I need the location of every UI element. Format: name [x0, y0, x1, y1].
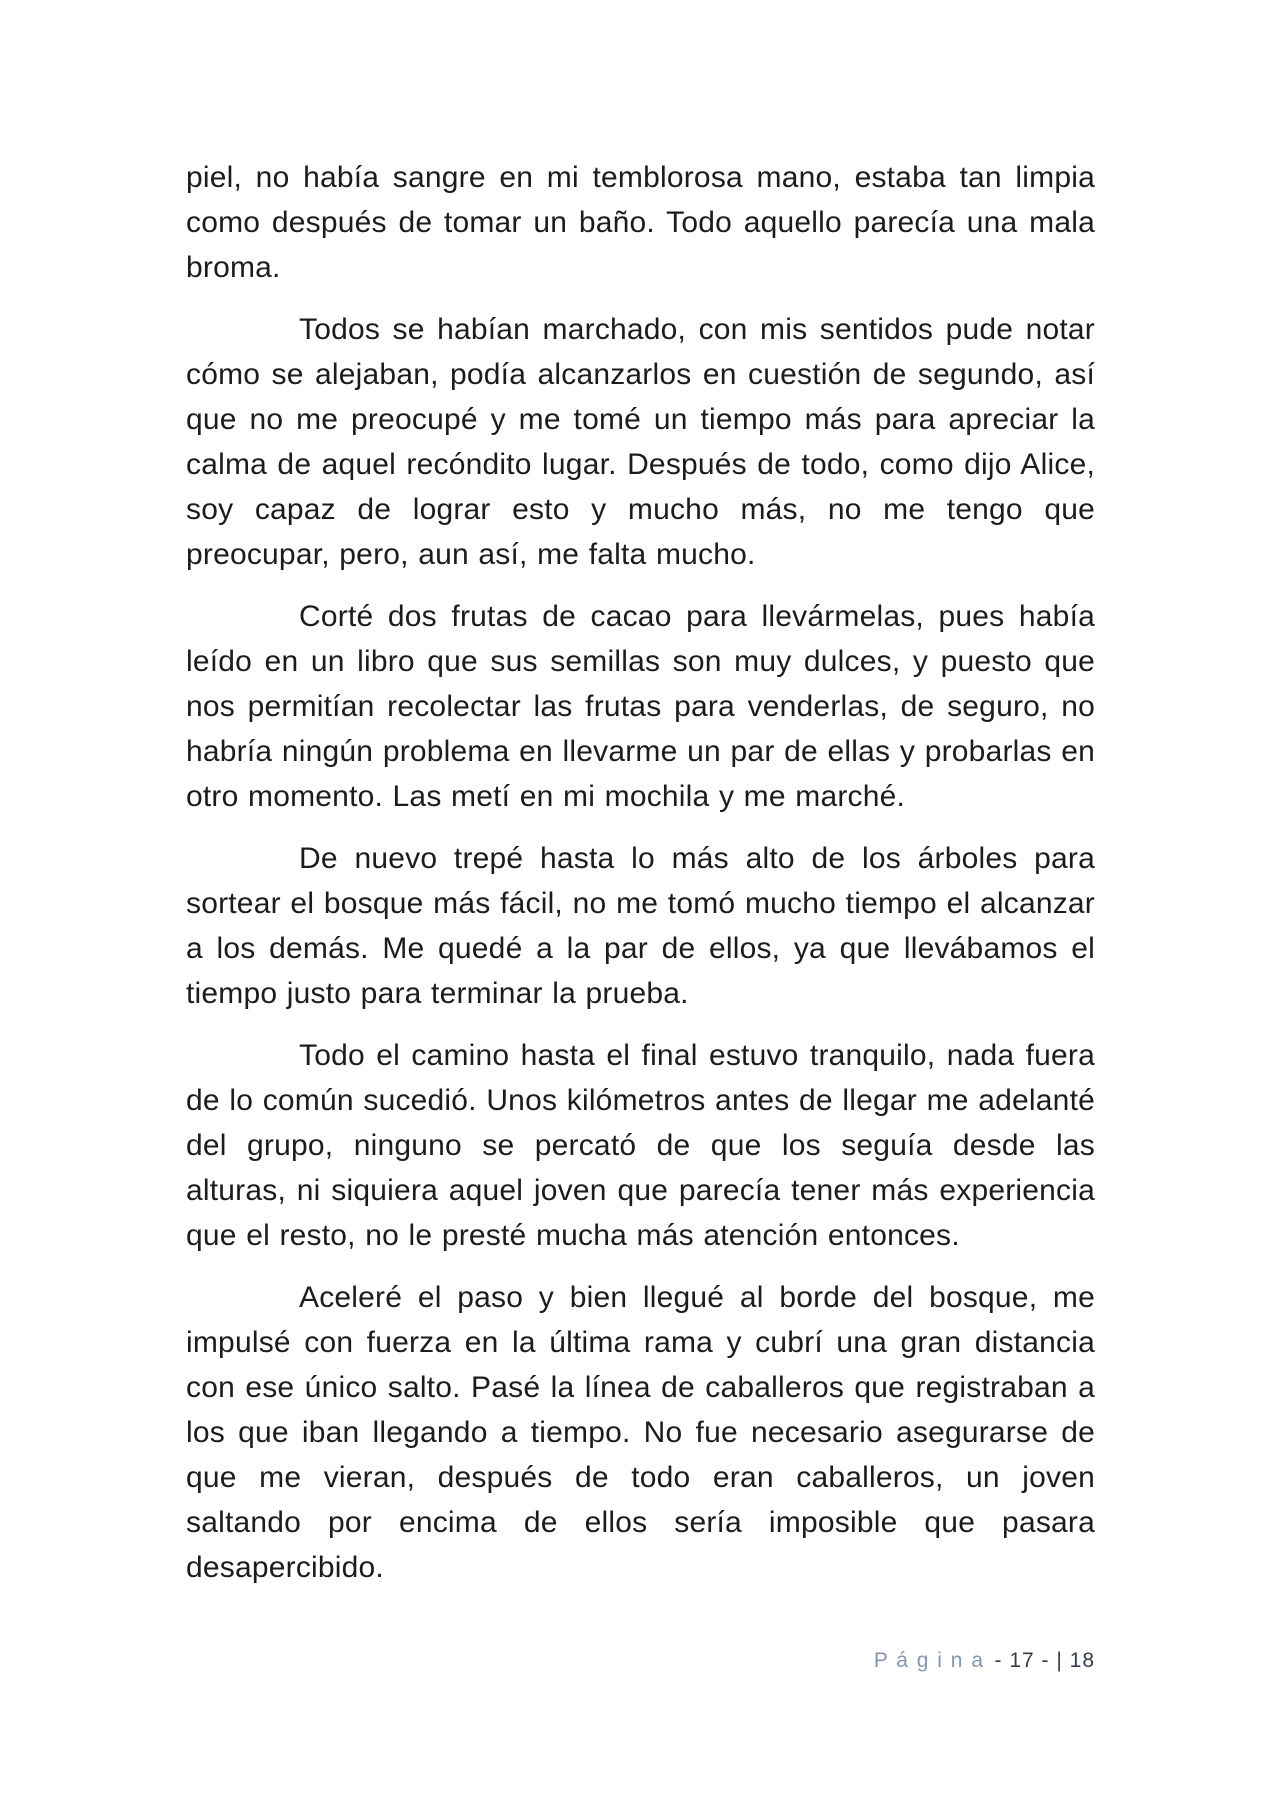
page-footer: [874, 1646, 1095, 1676]
paragraph-4: De nuevo trepé hasta lo más alto de los árboles para sortear el bosque más fácil, no me tomó mucho tiempo el alcanzar a los demás. Me quedé a la par de ellos, ya que llevábamos el tiempo justo para terminar la prueba.: [186, 842, 1095, 1010]
paragraph-6: Aceleré el paso y bien llegué al borde del bosque, me impulsé con fuerza en la última rama y cubrí una gran distancia con ese único salto. Pasé la línea de caballeros que registraban a los que iban llegando a tiempo. No fue necesario asegurarse de que me vieran, después de todo eran caballeros, un joven saltando por encima de ellos sería imposible que pasara desapercibido.: [186, 1281, 1095, 1584]
paragraph-5: Todo el camino hasta el final estuvo tranquilo, nada fuera de lo común sucedió. Unos kilómetros antes de llegar me adelanté del grupo, ninguno se percató de que los seguía desde las alturas, ni siquiera aquel joven que parecía tener más experiencia que el resto, no le presté mucha más atención entonces.: [186, 1039, 1095, 1252]
footer-page-number: - 17 - | 18: [994, 1649, 1095, 1672]
paragraph-2: Todos se habían marchado, con mis sentidos pude notar cómo se alejaban, podía alcanzarlos en cuestión de segundo, así que no me preocupé y me tomé un tiempo más para apreciar la calma de aquel recóndito lugar. Después de todo, como dijo Alice, soy capaz de lograr esto y mucho más, no me tengo que preocupar, pero, aun así, me falta mucho.: [186, 313, 1095, 571]
footer-page-label: P á g i n a: [873, 1649, 985, 1672]
paragraph-3: Corté dos frutas de cacao para llevármelas, pues había leído en un libro que sus semillas son muy dulces, y puesto que nos permitían recolectar las frutas para venderlas, de seguro, no habría ningún problema en llevarme un par de ellas y probarlas en otro momento. Las metí en mi mochila y me marché.: [186, 600, 1095, 813]
page-body: [186, 155, 1095, 1607]
paragraph-1: piel, no había sangre en mi temblorosa mano, estaba tan limpia como después de tomar un baño. Todo aquello parecía una mala broma.: [186, 161, 1095, 284]
